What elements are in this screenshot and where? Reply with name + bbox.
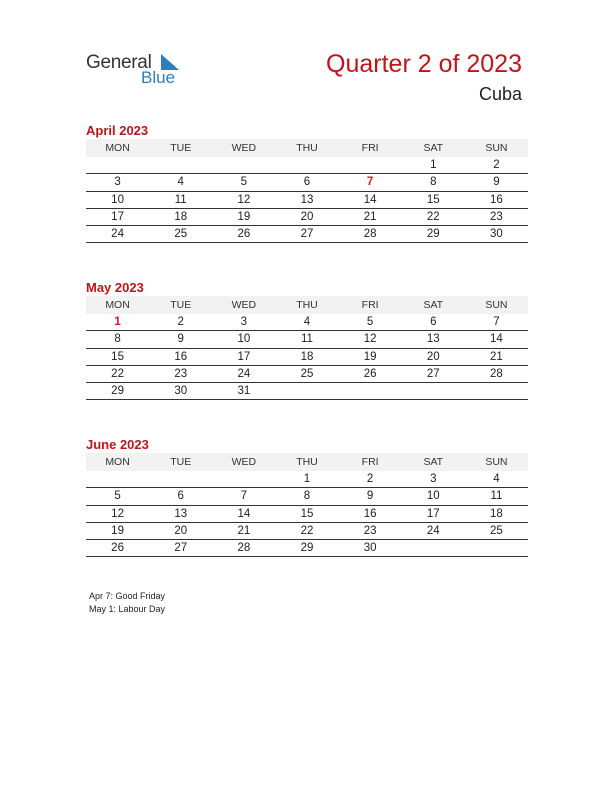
week-row <box>86 523 528 540</box>
day-cell: 11 <box>490 490 503 503</box>
week-row <box>86 192 528 209</box>
day-cell: 8 <box>303 490 311 503</box>
day-cell: 7 <box>366 176 374 189</box>
weekday-label: FRI <box>361 299 379 311</box>
weekday-label: SUN <box>485 142 508 154</box>
day-cell: 25 <box>300 368 314 381</box>
day-cell: 21 <box>490 350 503 363</box>
day-cell: 22 <box>426 211 440 224</box>
day-cell: 15 <box>111 350 124 363</box>
weekday-label: MON <box>105 299 130 311</box>
month-weeks <box>86 314 528 400</box>
logo-word-blue: Blue <box>141 68 176 87</box>
day-cell: 2 <box>493 159 500 172</box>
weekday-label: TUE <box>170 299 192 311</box>
day-cell: 13 <box>426 333 440 346</box>
day-cell: 16 <box>490 193 503 206</box>
day-cell: 24 <box>426 525 440 538</box>
holiday-note: Apr 7: Good Friday <box>89 591 166 601</box>
weekday-label: WED <box>231 456 257 468</box>
general-blue-logo <box>86 52 186 92</box>
weekday-label: FRI <box>361 142 379 154</box>
day-cell: 26 <box>111 542 124 555</box>
day-cell: 5 <box>366 316 374 329</box>
day-cell: 25 <box>490 525 503 538</box>
day-cell: 9 <box>366 490 374 503</box>
weekday-label: MON <box>105 456 130 468</box>
day-cell: 11 <box>301 333 313 346</box>
day-cell: 17 <box>426 507 440 520</box>
day-cell: 14 <box>490 333 503 346</box>
weekday-label: WED <box>231 142 257 154</box>
month-june <box>86 436 528 557</box>
week-row <box>86 174 528 191</box>
day-cell: 2 <box>366 473 374 486</box>
day-cell: 27 <box>426 368 440 381</box>
day-cell: 20 <box>426 350 440 363</box>
day-cell: 27 <box>300 228 314 241</box>
day-cell: 18 <box>174 211 188 224</box>
day-cell: 30 <box>174 385 188 398</box>
day-cell: 28 <box>363 228 377 241</box>
day-cell: 12 <box>237 193 251 206</box>
day-cell: 14 <box>237 507 251 520</box>
week-row <box>86 383 528 400</box>
week-row <box>86 349 528 366</box>
day-cell: 19 <box>237 211 251 224</box>
weekday-header <box>86 139 528 157</box>
day-cell: 21 <box>363 211 377 224</box>
day-cell: 23 <box>174 368 188 381</box>
day-cell: 10 <box>237 333 251 346</box>
day-cell: 5 <box>114 490 121 503</box>
day-cell: 15 <box>300 507 314 520</box>
week-row <box>86 506 528 523</box>
day-cell: 14 <box>363 193 377 206</box>
day-cell: 2 <box>177 316 184 329</box>
day-cell: 20 <box>300 211 314 224</box>
day-cell: 4 <box>177 176 184 189</box>
day-cell: 19 <box>363 350 377 363</box>
week-row <box>86 314 528 331</box>
weekday-label: THU <box>296 142 318 154</box>
day-cell: 24 <box>237 368 251 381</box>
day-cell: 30 <box>363 542 377 555</box>
weekday-label: TUE <box>170 142 192 154</box>
day-cell: 4 <box>303 316 311 329</box>
month-title: April 2023 <box>86 123 149 138</box>
day-cell: 17 <box>111 211 124 224</box>
weekday-header <box>86 453 528 471</box>
day-cell: 5 <box>240 176 248 189</box>
day-cell: 7 <box>493 316 500 329</box>
day-cell: 31 <box>237 385 251 398</box>
day-cell: 11 <box>174 193 187 206</box>
week-row <box>86 471 528 488</box>
day-cell: 8 <box>114 333 121 346</box>
weekday-label: SAT <box>423 142 444 154</box>
holiday-note: May 1: Labour Day <box>89 604 166 614</box>
weekday-label: SUN <box>485 456 508 468</box>
holiday-notes <box>89 590 165 616</box>
weekday-label: WED <box>231 299 257 311</box>
day-cell: 22 <box>300 525 314 538</box>
month-weeks <box>86 157 528 243</box>
weekday-label: SUN <box>485 299 508 311</box>
day-cell: 3 <box>240 316 248 329</box>
day-cell: 26 <box>363 368 377 381</box>
day-cell: 15 <box>426 193 440 206</box>
day-cell: 8 <box>430 176 437 189</box>
weekday-header <box>86 296 528 314</box>
day-cell: 9 <box>177 333 184 346</box>
week-row <box>86 488 528 505</box>
day-cell: 3 <box>114 176 121 189</box>
day-cell: 19 <box>111 525 124 538</box>
day-cell: 26 <box>237 228 251 241</box>
day-cell: 25 <box>174 228 188 241</box>
day-cell: 6 <box>430 316 437 329</box>
day-cell: 10 <box>111 193 124 206</box>
day-cell: 23 <box>363 525 377 538</box>
day-cell: 18 <box>490 507 503 520</box>
day-cell: 28 <box>237 542 251 555</box>
weekday-label: THU <box>296 299 318 311</box>
day-cell: 1 <box>303 473 311 486</box>
day-cell: 17 <box>237 350 251 363</box>
month-title: June 2023 <box>86 437 149 452</box>
day-cell: 16 <box>363 507 377 520</box>
week-row <box>86 226 528 243</box>
month-may <box>86 279 528 400</box>
day-cell: 13 <box>300 193 314 206</box>
day-cell: 7 <box>240 490 248 503</box>
logo-word-general: General <box>86 52 152 73</box>
day-cell: 4 <box>493 473 500 486</box>
weekday-label: SAT <box>423 456 444 468</box>
day-cell: 29 <box>111 385 124 398</box>
day-cell: 16 <box>174 350 188 363</box>
week-row <box>86 209 528 226</box>
month-april <box>86 122 528 243</box>
day-cell: 22 <box>111 368 124 381</box>
week-row <box>86 331 528 348</box>
weekday-label: MON <box>105 142 130 154</box>
weekday-label: SAT <box>423 299 444 311</box>
weekday-label: THU <box>296 456 318 468</box>
week-row <box>86 540 528 557</box>
month-title: May 2023 <box>86 280 144 295</box>
day-cell: 24 <box>111 228 124 241</box>
week-row <box>86 366 528 383</box>
day-cell: 10 <box>426 490 440 503</box>
day-cell: 9 <box>493 176 500 189</box>
country-name: Cuba <box>478 84 522 104</box>
day-cell: 29 <box>426 228 440 241</box>
day-cell: 6 <box>177 490 184 503</box>
day-cell: 1 <box>114 316 121 329</box>
day-cell: 27 <box>174 542 188 555</box>
page-title: Quarter 2 of 2023 <box>326 50 522 78</box>
month-weeks <box>86 471 528 557</box>
day-cell: 21 <box>237 525 251 538</box>
week-row <box>86 157 528 174</box>
day-cell: 18 <box>300 350 314 363</box>
day-cell: 12 <box>363 333 377 346</box>
weekday-label: TUE <box>170 456 192 468</box>
day-cell: 6 <box>303 176 311 189</box>
day-cell: 13 <box>174 507 188 520</box>
day-cell: 20 <box>174 525 188 538</box>
day-cell: 29 <box>300 542 314 555</box>
day-cell: 1 <box>430 159 437 172</box>
day-cell: 30 <box>490 228 503 241</box>
day-cell: 28 <box>490 368 503 381</box>
day-cell: 3 <box>430 473 437 486</box>
weekday-label: FRI <box>361 456 379 468</box>
day-cell: 12 <box>111 507 124 520</box>
day-cell: 23 <box>490 211 503 224</box>
